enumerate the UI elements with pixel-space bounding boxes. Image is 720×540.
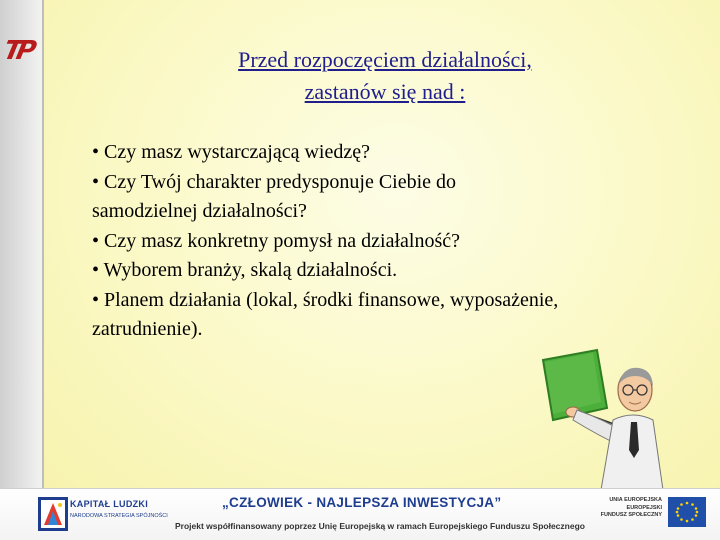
footer-bar [0, 488, 720, 540]
kapital-ludzki-logo-icon [38, 497, 68, 531]
slide-title [150, 44, 620, 108]
bullet-item: • Czy Twój charakter predysponuje Ciebie do samodzielnej działalności? [92, 170, 457, 222]
eu-flag-icon [668, 497, 706, 527]
eu-line-1: UNIA EUROPEJSKA [609, 497, 662, 503]
bullet-list [92, 138, 562, 345]
title-line-2: zastanów się nad : [304, 79, 466, 104]
title-line-1: Przed rozpoczęciem działalności, [238, 47, 532, 72]
tp-logo: TP [0, 36, 34, 66]
eu-line-3: FUNDUSZ SPOŁECZNY [600, 512, 662, 518]
bullet-item: • Planem działania (lokal, środki finansowe, wyposażenie, zatrudnienie). [92, 288, 559, 340]
bullet-item: • Czy masz konkretny pomysł na działalność? [92, 229, 461, 252]
project-note: Projekt współfinansowany poprzez Unię Europejską w ramach Europejskiego Funduszu Społecznego [175, 521, 585, 531]
eu-label [600, 497, 662, 520]
left-strip [0, 0, 44, 540]
teacher-clipart [535, 340, 710, 490]
kapital-ludzki-sub: NARODOWA STRATEGIA SPÓJNOŚCI [70, 513, 168, 519]
kapital-ludzki-label: KAPITAŁ LUDZKI [70, 499, 149, 509]
bullet-item: • Wyborem branży, skalą działalności. [92, 259, 398, 281]
bullet-item: • Czy masz wystarczającą wiedzę? [92, 141, 370, 163]
motto: „CZŁOWIEK - NAJLEPSZA INWESTYCJA” [222, 495, 502, 510]
eu-line-2: EUROPEJSKI [626, 504, 662, 511]
